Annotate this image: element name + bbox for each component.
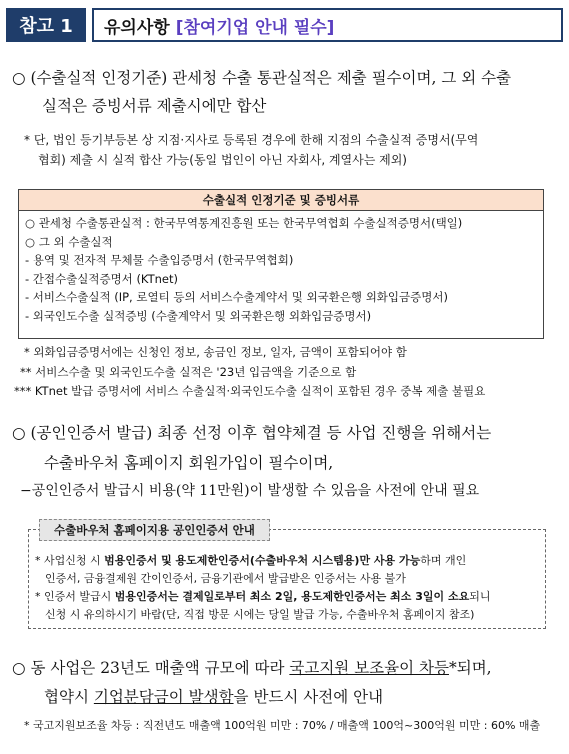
note-line: * 단, 법인 등기부등본 상 지점·지사로 등록된 경우에 한해 지점의 수출실적 증명서(무역: [24, 133, 479, 147]
branch-note: [24, 130, 478, 170]
footnotes: [14, 343, 485, 402]
title-accent: [참여기업 안내 필수]: [175, 17, 335, 38]
bold-text: 범용인증서는 결제일로부터 최소 2일, 용도제한인증서는 최소 3일이 소요: [114, 590, 470, 603]
subsidy-paragraph: [12, 654, 492, 712]
paragraph-line: ○ 동 사업은 23년도 매출액 규모에 따라 국고지원 보조율이 차등*되며,: [12, 659, 492, 677]
list-item: * 인증서 발급시 범용인증서는 결제일로부터 최소 2일, 용도제한인증서는 최소 3일이 소요되니: [35, 590, 491, 603]
footnote: *** KTnet 발급 증명서에 서비스 수출실적·외국인도수출 실적이 포함된 경우 중복 제출 불필요: [14, 384, 486, 398]
paragraph-line: ○ (공인인증서 발급) 최종 선정 이후 협약체결 등 사업 진행을 위해서는: [12, 424, 492, 442]
underlined-text: 국고지원 보조율이 차등: [289, 659, 449, 677]
reference-tag: 참고 1: [6, 8, 86, 42]
list-item: - 간접수출실적증명서 (KTnet): [25, 271, 178, 286]
box-title: 수출실적 인정기준 및 증빙서류: [19, 190, 543, 211]
underlined-text: 기업분담금이 발생함: [93, 688, 234, 706]
list-item: - 서비스수출실적 (IP, 로열티 등의 서비스수출계약서 및 외국환은행 외화입금증명서): [25, 290, 448, 304]
footnote: * 외화입금증명서에는 신청인 정보, 송금인 정보, 일자, 금액이 포함되어야 함: [24, 345, 407, 359]
list-item: ○ 그 외 수출실적: [25, 234, 113, 249]
subsidy-note: * 국고지원보조율 차등 : 직전년도 매출액 100억원 미만 : 70% / 매출액 100억~300억원 미만 : 60% 매출: [24, 719, 541, 732]
bold-text: 범용인증서 및 용도제한인증서(수출바우처 시스템용)만 사용 가능: [104, 554, 421, 567]
paragraph-line: ○ (수출실적 인정기준) 관세청 수출 통관실적은 제출 필수이며, 그 외 수출: [12, 69, 512, 87]
box-body: [19, 211, 543, 328]
list-item-cont: 신청 시 유의하시기 바람(단, 직접 방문 시에는 당일 발급 가능, 수출바우처 홈페이지 참조): [45, 608, 475, 621]
list-item-cont: 인증서, 금융결제원 간이인증서, 금융기관에서 발급받은 인증서는 사용 불가: [45, 572, 406, 585]
export-criteria-box: [18, 189, 544, 339]
page-title: [92, 8, 563, 42]
title-text: 유의사항: [104, 17, 170, 38]
export-criteria-paragraph: [12, 64, 511, 120]
footnote: ** 서비스수출 및 외국인도수출 실적은 '23년 입금액을 기준으로 함: [20, 364, 357, 379]
list-item: - 외국인도수출 실적증빙 (수출계약서 및 외국환은행 외화입금증명서): [25, 308, 372, 323]
header: [6, 8, 563, 42]
box-body: [35, 552, 539, 624]
note-line: 협회) 제출 시 실적 합산 가능(동일 법인이 아닌 자회사, 계열사는 제외): [38, 153, 407, 167]
paragraph-line: 실적은 증빙서류 제출시에만 합산: [42, 97, 267, 115]
certificate-info-box: [28, 523, 546, 629]
paragraph-line: 수출바우처 홈페이지 회원가입이 필수이며,: [44, 454, 334, 472]
certificate-cost-line: −공인인증서 발급시 비용(약 11만원)이 발생할 수 있음을 사전에 안내 필요: [20, 483, 480, 499]
list-item: ○ 관세청 수출통관실적 : 한국무역통계진흥원 또는 한국무역협회 수출실적증명서(택일): [25, 216, 463, 230]
list-item: * 사업신청 시 범용인증서 및 용도제한인증서(수출바우처 시스템용)만 사용 가능하며 개인: [35, 554, 467, 567]
box-title: 수출바우처 홈페이지용 공인인증서 안내: [39, 519, 270, 541]
certificate-paragraph: [12, 418, 491, 478]
paragraph-line: 협약시 기업분담금이 발생함을 반드시 사전에 안내: [44, 688, 384, 706]
list-item: - 용역 및 전자적 무체물 수출입증명서 (한국무역협회): [25, 253, 294, 267]
